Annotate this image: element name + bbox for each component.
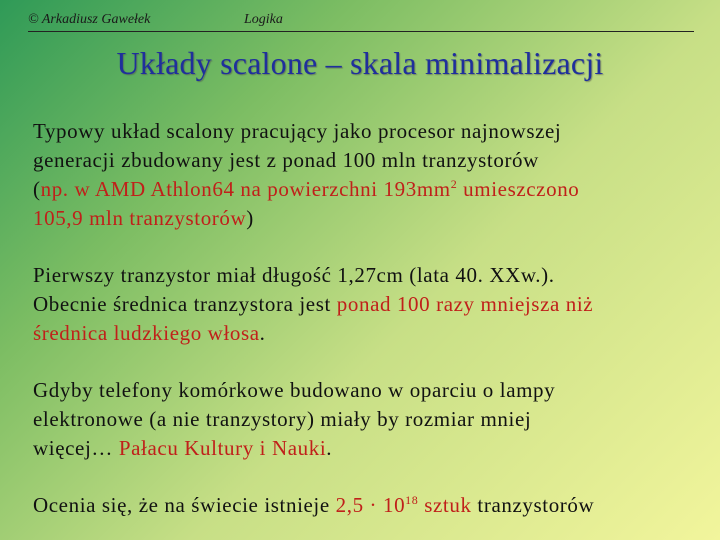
text-line (33, 290, 693, 319)
superscript: 18 (405, 493, 419, 507)
slide-title: Układy scalone – skala minimalizacji (116, 45, 604, 81)
text-line: elektronowe (a nie tranzystory) miały by rozmiar mniej (33, 407, 532, 431)
paragraph-world-count (33, 491, 693, 520)
highlight-text: umieszczono (457, 177, 580, 201)
text-line: Gdyby telefony komórkowe budowano w oparciu o lampy (33, 378, 556, 402)
text-fragment: ( (33, 177, 41, 201)
text-fragment: Obecnie średnica tranzystora jest (33, 292, 337, 316)
highlight-text: 105,9 mln tranzystorów (33, 206, 247, 230)
highlight-text: sztuk (418, 493, 472, 517)
text-fragment: tranzystorów (471, 493, 595, 517)
text-line (33, 319, 693, 348)
paragraph-first-transistor (33, 261, 693, 348)
text-fragment: . (259, 321, 266, 345)
text-fragment: więcej… (33, 436, 119, 460)
highlight-text: ponad 100 razy mniejsza niż (336, 292, 594, 316)
text-line: generacji zbudowany jest z ponad 100 mln tranzystorów (33, 148, 539, 172)
highlight-text: 2,5 · 10 (335, 493, 406, 517)
highlight-text: Pałacu Kultury i Nauki (118, 436, 327, 460)
text-fragment: . (326, 436, 333, 460)
slide-header (28, 12, 694, 32)
text-line: Pierwszy tranzystor miał długość 1,27cm (lata 40. XXw.). (33, 263, 555, 287)
text-line: Typowy układ scalony pracujący jako procesor najnowszej (33, 119, 562, 143)
highlight-text: np. w AMD Athlon64 na powierzchni 193mm (40, 177, 451, 201)
highlight-text: średnica ludzkiego włosa (33, 321, 260, 345)
paragraph-processor (33, 117, 693, 233)
text-line (33, 434, 693, 463)
subject-label: Logika (244, 12, 283, 27)
text-line (33, 175, 693, 204)
header-divider (28, 31, 694, 32)
paragraph-phones (33, 376, 693, 463)
text-fragment: Ocenia się, że na świecie istnieje (33, 493, 336, 517)
text-line (33, 204, 693, 233)
superscript: 2 (450, 177, 458, 191)
author-credit: © Arkadiusz Gawełek (28, 12, 151, 27)
text-line (33, 491, 693, 520)
text-fragment: ) (246, 206, 254, 230)
